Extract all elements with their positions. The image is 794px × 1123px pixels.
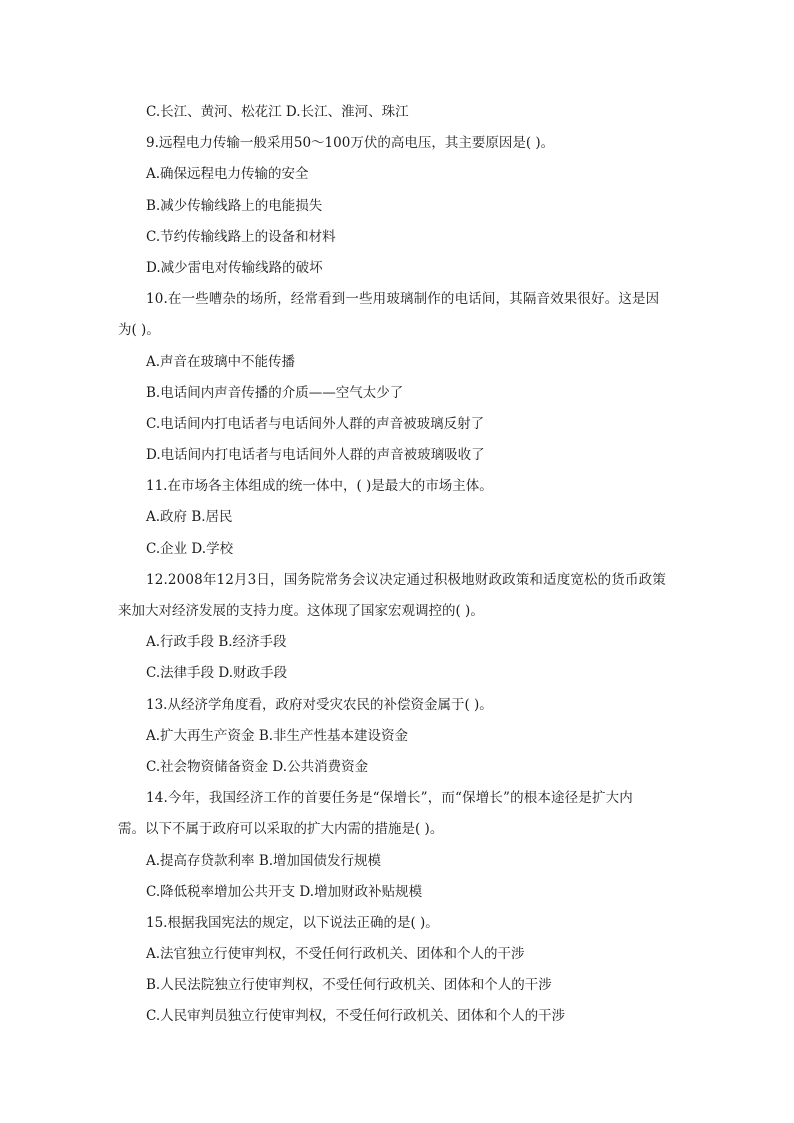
option-line: A.确保远程电力传输的安全: [146, 166, 309, 183]
option-line: A.法官独立行使审判权，不受任何行政机关、团体和个人的干涉: [146, 946, 525, 963]
option-line: C.法律手段 D.财政手段: [146, 665, 288, 682]
question-continuation-line: 需。以下不属于政府可以采取的扩大内需的措施是( )。: [118, 821, 444, 838]
option-line: C.社会物资储备资金 D.公共消费资金: [146, 758, 369, 775]
question-continuation-line: 为( )。: [118, 322, 160, 339]
option-line: B.电话间内声音传播的介质——空气太少了: [146, 384, 404, 401]
question-line: 13.从经济学角度看，政府对受灾农民的补偿资金属于( )。: [146, 696, 493, 713]
option-line: B.人民法院独立行使审判权，不受任何行政机关、团体和个人的干涉: [146, 977, 552, 994]
question-line: 9.远程电力传输一般采用50～100万伏的高电压，其主要原因是( )。: [146, 135, 555, 152]
option-line: C.电话间内打电话者与电话间外人群的声音被玻璃反射了: [146, 415, 485, 432]
option-line: D.减少雷电对传输线路的破坏: [146, 259, 323, 276]
question-line: 12.2008年12月3日，国务院常务会议决定通过积极地财政政策和适度宽松的货币政策: [146, 571, 666, 588]
question-continuation-line: 来加大对经济发展的支持力度。这体现了国家宏观调控的( )。: [118, 603, 484, 619]
option-line: C.企业 D.学校: [146, 540, 234, 557]
option-line: A.声音在玻璃中不能传播: [146, 353, 296, 370]
option-line: C.人民审判员独立行使审判权，不受任何行政机关、团体和个人的干涉: [146, 1008, 566, 1025]
document-body: [118, 101, 678, 1037]
option-line: A.扩大再生产资金 B.非生产性基本建设资金: [146, 727, 409, 744]
option-line: C.降低税率增加公共开支 D.增加财政补贴规模: [146, 883, 423, 900]
option-line: B.减少传输线路上的电能损失: [146, 197, 323, 214]
question-line: 11.在市场各主体组成的统一体中，( )是最大的市场主体。: [146, 478, 493, 495]
question-line: 14.今年，我国经济工作的首要任务是“保增长”，而“保增长”的根本途径是扩大内: [146, 790, 633, 807]
option-line: A.提高存贷款利率 B.增加国债发行规模: [146, 852, 382, 869]
option-line: D.电话间内打电话者与电话间外人群的声音被玻璃吸收了: [146, 447, 485, 464]
option-line: A.行政手段 B.经济手段: [146, 634, 287, 651]
option-line: A.政府 B.居民: [146, 509, 233, 526]
question-line: 10.在一些嘈杂的场所，经常看到一些用玻璃制作的电话间，其隔音效果很好。这是因: [146, 291, 660, 308]
question-line: 15.根据我国宪法的规定，以下说法正确的是( )。: [146, 914, 439, 931]
option-line: C.长江、黄河、松花江 D.长江、淮河、珠江: [146, 104, 409, 120]
option-line: C.节约传输线路上的设备和材料: [146, 228, 336, 245]
